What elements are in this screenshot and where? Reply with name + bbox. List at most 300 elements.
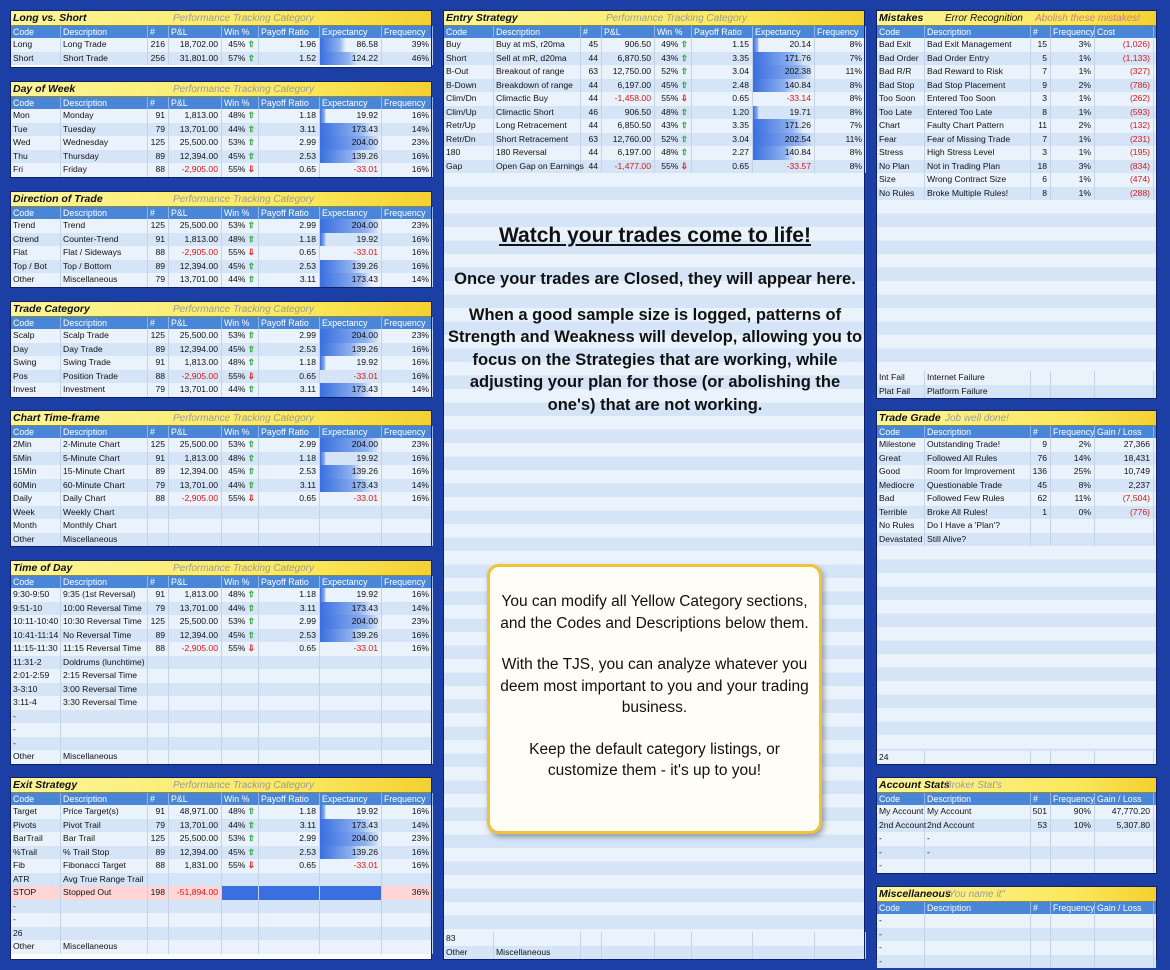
frequency-cell bbox=[1051, 846, 1095, 860]
up-arrow-icon: ⇧ bbox=[247, 39, 255, 49]
expectancy-cell: 204.00 bbox=[320, 329, 382, 343]
description-cell bbox=[61, 737, 148, 751]
value-cell bbox=[1095, 928, 1154, 942]
panel-title-bar[interactable] bbox=[11, 778, 431, 793]
win-rate-value: 44% bbox=[228, 819, 248, 830]
table-row[interactable] bbox=[877, 438, 1156, 452]
table-row[interactable] bbox=[444, 160, 864, 174]
frequency-cell: 16% bbox=[382, 343, 433, 357]
table-row[interactable] bbox=[877, 371, 1156, 385]
table-row[interactable] bbox=[11, 273, 431, 287]
up-arrow-icon: ⇧ bbox=[247, 137, 255, 147]
code-cell: Bad Exit bbox=[877, 38, 925, 52]
frequency-cell: 16% bbox=[382, 588, 433, 602]
table-row[interactable] bbox=[11, 383, 431, 397]
description-cell: Miscellaneous bbox=[61, 533, 148, 547]
frequency-cell bbox=[382, 927, 433, 941]
frequency-cell: 14% bbox=[382, 383, 433, 397]
value-cell: (593) bbox=[1095, 106, 1154, 120]
expectancy-cell: 19.92 bbox=[320, 233, 382, 247]
expectancy-cell: 173.43 bbox=[320, 273, 382, 287]
table-row[interactable] bbox=[11, 913, 431, 927]
win-rate-cell bbox=[655, 65, 692, 79]
up-arrow-icon: ⇧ bbox=[680, 120, 688, 130]
table-row[interactable] bbox=[877, 160, 1156, 174]
trade-grade-panel bbox=[876, 410, 1157, 765]
table-row[interactable] bbox=[11, 38, 431, 52]
frequency-cell bbox=[1051, 859, 1095, 873]
column-header-row bbox=[11, 793, 431, 805]
count-cell: 1 bbox=[1031, 506, 1051, 520]
pnl-cell bbox=[169, 927, 222, 941]
expectancy-cell: 202.54 bbox=[753, 133, 815, 147]
code-cell: Devastated bbox=[877, 533, 925, 547]
column-header: Expectancy bbox=[320, 26, 382, 38]
table-row[interactable] bbox=[11, 109, 431, 123]
panel-title-bar[interactable] bbox=[11, 11, 431, 26]
column-header: Frequency bbox=[382, 207, 433, 219]
up-arrow-icon: ⇧ bbox=[247, 806, 255, 816]
empty-cell bbox=[692, 946, 753, 960]
table-row[interactable] bbox=[11, 136, 431, 150]
panel-title-bar[interactable] bbox=[11, 411, 431, 426]
table-row[interactable] bbox=[11, 233, 431, 247]
description-cell: Followed Few Rules bbox=[925, 492, 1031, 506]
table-row[interactable] bbox=[877, 452, 1156, 466]
table-row[interactable] bbox=[11, 602, 431, 616]
pnl-cell: 13,701.00 bbox=[169, 273, 222, 287]
code-cell: Thu bbox=[11, 150, 61, 164]
count-cell bbox=[1031, 519, 1051, 533]
column-header-row bbox=[11, 207, 431, 219]
table-row[interactable] bbox=[11, 819, 431, 833]
description-cell: Swing Trade bbox=[61, 356, 148, 370]
code-cell: No Rules bbox=[877, 519, 925, 533]
frequency-cell: 8% bbox=[815, 92, 866, 106]
empty-cell bbox=[602, 946, 655, 960]
description-cell: 3:00 Reversal Time bbox=[61, 683, 148, 697]
expectancy-cell bbox=[320, 533, 382, 547]
table-row[interactable] bbox=[11, 886, 431, 900]
win-rate-cell bbox=[655, 79, 692, 93]
win-rate-cell bbox=[222, 710, 259, 724]
count-cell: 45 bbox=[581, 38, 602, 52]
panel-title: Miscellaneous bbox=[879, 888, 951, 900]
table-row[interactable] bbox=[11, 219, 431, 233]
table-row[interactable] bbox=[877, 955, 1156, 969]
up-arrow-icon: ⇧ bbox=[247, 330, 255, 340]
table-row[interactable] bbox=[877, 79, 1156, 93]
table-row[interactable] bbox=[11, 163, 431, 177]
payoff-ratio-cell: 2.53 bbox=[259, 465, 320, 479]
down-arrow-icon: ⇩ bbox=[680, 160, 688, 171]
table-row[interactable] bbox=[877, 92, 1156, 106]
table-row[interactable] bbox=[11, 492, 431, 506]
table-row[interactable] bbox=[11, 615, 431, 629]
code-cell: Gap bbox=[444, 160, 494, 174]
column-header: Payoff Ratio bbox=[692, 26, 753, 38]
frequency-cell: 1% bbox=[1051, 52, 1095, 66]
table-row[interactable] bbox=[11, 465, 431, 479]
win-rate-value: 48% bbox=[228, 806, 248, 816]
description-cell: Still Alive? bbox=[925, 533, 1031, 547]
value-cell bbox=[1095, 846, 1154, 860]
table-row[interactable] bbox=[444, 92, 864, 106]
down-arrow-icon: ⇩ bbox=[247, 370, 255, 381]
code-cell: Size bbox=[877, 173, 925, 187]
up-arrow-icon: ⇧ bbox=[680, 66, 688, 76]
code-cell: Clim/Dn bbox=[444, 92, 494, 106]
pnl-cell: 13,701.00 bbox=[169, 479, 222, 493]
win-rate-cell bbox=[222, 260, 259, 274]
win-rate-cell bbox=[222, 588, 259, 602]
column-header: # bbox=[1031, 793, 1051, 805]
table-row[interactable] bbox=[11, 150, 431, 164]
table-row[interactable] bbox=[11, 438, 431, 452]
count-cell: 91 bbox=[148, 356, 169, 370]
description-cell: Top / Bottom bbox=[61, 260, 148, 274]
description-cell: Faulty Chart Pattern bbox=[925, 119, 1031, 133]
column-header: Payoff Ratio bbox=[259, 26, 320, 38]
table-row[interactable] bbox=[877, 133, 1156, 147]
table-row[interactable] bbox=[11, 356, 431, 370]
pnl-cell: 1,813.00 bbox=[169, 356, 222, 370]
win-rate-cell bbox=[222, 246, 259, 260]
up-arrow-icon: ⇧ bbox=[247, 220, 255, 230]
description-cell: Fibonacci Target bbox=[61, 859, 148, 873]
expectancy-cell: 139.26 bbox=[320, 465, 382, 479]
code-cell: Fib bbox=[11, 859, 61, 873]
table-row[interactable] bbox=[877, 38, 1156, 52]
payoff-ratio-cell: 2.27 bbox=[692, 146, 753, 160]
panel-title-bar[interactable] bbox=[11, 192, 431, 207]
table-row[interactable] bbox=[877, 859, 1156, 873]
table-row[interactable] bbox=[11, 343, 431, 357]
code-cell: 2:01-2:59 bbox=[11, 669, 61, 683]
table-row[interactable] bbox=[444, 106, 864, 120]
table-row[interactable] bbox=[11, 696, 431, 710]
code-cell: Wed bbox=[11, 136, 61, 150]
frequency-cell bbox=[382, 519, 433, 533]
pnl-cell: -2,905.00 bbox=[169, 163, 222, 177]
code-cell: Other bbox=[11, 940, 61, 954]
pnl-cell: 25,500.00 bbox=[169, 219, 222, 233]
column-header: Payoff Ratio bbox=[259, 207, 320, 219]
panel-tag: Error Recognition bbox=[945, 12, 1023, 24]
table-row[interactable] bbox=[877, 65, 1156, 79]
empty-cell bbox=[1095, 751, 1154, 765]
expectancy-cell bbox=[320, 683, 382, 697]
table-row[interactable] bbox=[877, 941, 1156, 955]
code-cell: - bbox=[11, 737, 61, 751]
code-cell: Short bbox=[444, 52, 494, 66]
table-row[interactable] bbox=[11, 533, 431, 547]
win-rate-cell bbox=[222, 913, 259, 927]
table-row[interactable] bbox=[11, 629, 431, 643]
table-row[interactable] bbox=[877, 819, 1156, 833]
count-cell: 6 bbox=[1031, 173, 1051, 187]
frequency-cell: 16% bbox=[382, 629, 433, 643]
panel-title-bar[interactable] bbox=[11, 302, 431, 317]
win-rate-value: 52% bbox=[661, 133, 681, 144]
code-cell: - bbox=[877, 955, 925, 969]
table-row[interactable] bbox=[877, 492, 1156, 506]
up-arrow-icon: ⇧ bbox=[247, 589, 255, 599]
count-cell: 18 bbox=[1031, 160, 1051, 174]
win-rate-value: 49% bbox=[661, 39, 681, 49]
table-row[interactable] bbox=[877, 385, 1156, 399]
column-header: Win % bbox=[222, 576, 259, 588]
frequency-cell: 1% bbox=[1051, 92, 1095, 106]
table-row[interactable] bbox=[11, 479, 431, 493]
payoff-ratio-cell bbox=[259, 913, 320, 927]
win-rate-value: 44% bbox=[228, 479, 248, 490]
code-cell: No Rules bbox=[877, 187, 925, 201]
description-cell: Breakout of range bbox=[494, 65, 581, 79]
column-header: Expectancy bbox=[320, 317, 382, 329]
value-cell: (231) bbox=[1095, 133, 1154, 147]
win-rate-cell bbox=[222, 150, 259, 164]
payoff-ratio-cell: 0.65 bbox=[692, 160, 753, 174]
table-row[interactable] bbox=[11, 873, 431, 887]
table-row[interactable] bbox=[11, 805, 431, 819]
column-header: P&L bbox=[169, 97, 222, 109]
up-arrow-icon: ⇧ bbox=[247, 233, 255, 244]
table-row[interactable] bbox=[11, 656, 431, 670]
description-cell bbox=[925, 859, 1031, 873]
win-rate-value: 43% bbox=[661, 52, 681, 63]
up-arrow-icon: ⇧ bbox=[247, 357, 255, 367]
table-row[interactable] bbox=[877, 187, 1156, 201]
table-row[interactable] bbox=[877, 173, 1156, 187]
day-of-week-panel bbox=[10, 81, 432, 178]
down-arrow-icon: ⇩ bbox=[247, 493, 255, 503]
description-cell: Not in Trading Plan bbox=[925, 160, 1031, 174]
frequency-cell: 14% bbox=[1051, 452, 1095, 466]
table-row[interactable] bbox=[11, 519, 431, 533]
column-header: Payoff Ratio bbox=[259, 317, 320, 329]
table-row[interactable] bbox=[11, 329, 431, 343]
win-rate-value: 55% bbox=[661, 93, 681, 103]
pnl-cell: -2,905.00 bbox=[169, 370, 222, 384]
description-cell: Broke All Rules! bbox=[925, 506, 1031, 520]
value-cell: (7,504) bbox=[1095, 492, 1154, 506]
payoff-ratio-cell: 0.65 bbox=[259, 642, 320, 656]
count-cell: 136 bbox=[1031, 465, 1051, 479]
win-rate-cell bbox=[222, 737, 259, 751]
table-row[interactable] bbox=[11, 588, 431, 602]
table-row[interactable] bbox=[11, 940, 431, 954]
table-row[interactable] bbox=[11, 723, 431, 737]
exit-strategy-panel bbox=[10, 777, 432, 960]
panel-title: Trade Category bbox=[13, 303, 90, 315]
table-row[interactable] bbox=[877, 533, 1156, 547]
code-cell: B-Out bbox=[444, 65, 494, 79]
panel-subtitle: Performance Tracking Category bbox=[173, 412, 314, 424]
table-body bbox=[11, 588, 431, 764]
column-header: # bbox=[148, 26, 169, 38]
down-arrow-icon: ⇩ bbox=[247, 860, 255, 870]
table-row[interactable] bbox=[444, 932, 864, 946]
table-row[interactable] bbox=[444, 119, 864, 133]
table-row[interactable] bbox=[877, 751, 1156, 765]
payoff-ratio-cell: 0.65 bbox=[259, 370, 320, 384]
table-row[interactable] bbox=[11, 260, 431, 274]
code-cell: Good bbox=[877, 465, 925, 479]
table-row[interactable] bbox=[877, 119, 1156, 133]
table-row[interactable] bbox=[444, 79, 864, 93]
frequency-cell: 8% bbox=[815, 160, 866, 174]
expectancy-cell: 19.71 bbox=[753, 106, 815, 120]
panel-title-bar[interactable] bbox=[877, 778, 1156, 793]
code-cell: Flat bbox=[11, 246, 61, 260]
long-short-panel bbox=[10, 10, 432, 68]
pnl-cell: -2,905.00 bbox=[169, 492, 222, 506]
panel-title-bar[interactable] bbox=[877, 411, 1156, 426]
table-row[interactable] bbox=[877, 805, 1156, 819]
code-cell: Stress bbox=[877, 146, 925, 160]
value-cell bbox=[1095, 914, 1154, 928]
frequency-cell bbox=[382, 696, 433, 710]
table-row[interactable] bbox=[11, 927, 431, 941]
column-header: Expectancy bbox=[753, 26, 815, 38]
code-cell: 9:30-9:50 bbox=[11, 588, 61, 602]
table-row[interactable] bbox=[444, 38, 864, 52]
payoff-ratio-cell bbox=[259, 723, 320, 737]
payoff-ratio-cell: 1.52 bbox=[259, 52, 320, 66]
payoff-ratio-cell: 1.18 bbox=[259, 356, 320, 370]
win-rate-value: 55% bbox=[228, 493, 248, 503]
table-row[interactable] bbox=[877, 506, 1156, 520]
frequency-cell bbox=[1051, 928, 1095, 942]
value-cell: (195) bbox=[1095, 146, 1154, 160]
win-rate-value: 53% bbox=[228, 330, 248, 340]
code-cell: - bbox=[877, 846, 925, 860]
table-row[interactable] bbox=[11, 123, 431, 137]
payoff-ratio-cell: 3.11 bbox=[259, 383, 320, 397]
table-row[interactable] bbox=[444, 52, 864, 66]
table-row[interactable] bbox=[877, 928, 1156, 942]
panel-title-bar[interactable] bbox=[444, 11, 864, 26]
column-header: # bbox=[1031, 26, 1051, 38]
empty-cell bbox=[581, 946, 602, 960]
description-cell: Counter-Trend bbox=[61, 233, 148, 247]
win-rate-value: 55% bbox=[228, 643, 248, 653]
table-row[interactable] bbox=[11, 669, 431, 683]
column-header: Code bbox=[11, 207, 61, 219]
description-cell: Entered Too Late bbox=[925, 106, 1031, 120]
frequency-cell bbox=[382, 913, 433, 927]
table-row[interactable] bbox=[11, 832, 431, 846]
panel-title-bar[interactable] bbox=[877, 887, 1156, 902]
table-row[interactable] bbox=[444, 146, 864, 160]
payoff-ratio-cell: 1.18 bbox=[259, 805, 320, 819]
table-row[interactable] bbox=[11, 52, 431, 66]
column-header: Win % bbox=[222, 26, 259, 38]
table-row[interactable] bbox=[11, 737, 431, 751]
win-rate-cell bbox=[222, 629, 259, 643]
code-cell: BarTrail bbox=[11, 832, 61, 846]
count-cell: 44 bbox=[581, 160, 602, 174]
column-header: Gain / Loss bbox=[1095, 793, 1154, 805]
payoff-ratio-cell: 2.99 bbox=[259, 615, 320, 629]
table-row[interactable] bbox=[877, 519, 1156, 533]
frequency-cell: 23% bbox=[382, 329, 433, 343]
table-row[interactable] bbox=[11, 506, 431, 520]
column-header: Description bbox=[925, 793, 1031, 805]
table-row[interactable] bbox=[877, 846, 1156, 860]
count-cell bbox=[1031, 941, 1051, 955]
panel-title: Direction of Trade bbox=[13, 193, 103, 205]
table-row[interactable] bbox=[877, 106, 1156, 120]
frequency-cell: 16% bbox=[382, 150, 433, 164]
win-rate-cell bbox=[222, 233, 259, 247]
panel-title-bar[interactable] bbox=[11, 561, 431, 576]
table-row[interactable] bbox=[11, 246, 431, 260]
table-row[interactable] bbox=[11, 710, 431, 724]
win-rate-value: 45% bbox=[228, 150, 248, 161]
code-cell: Int Fail bbox=[877, 371, 925, 385]
empty-cell bbox=[815, 932, 866, 946]
code-cell: 180 bbox=[444, 146, 494, 160]
table-row[interactable] bbox=[11, 642, 431, 656]
table-row[interactable] bbox=[877, 914, 1156, 928]
expectancy-cell: 139.26 bbox=[320, 629, 382, 643]
table-row[interactable] bbox=[11, 452, 431, 466]
expectancy-cell: -33.57 bbox=[753, 160, 815, 174]
table-row[interactable] bbox=[877, 479, 1156, 493]
column-header: Description bbox=[925, 902, 1031, 914]
table-row[interactable] bbox=[11, 683, 431, 697]
table-row[interactable] bbox=[444, 946, 864, 960]
table-row[interactable] bbox=[444, 65, 864, 79]
table-row[interactable] bbox=[11, 900, 431, 914]
pnl-cell: -1,477.00 bbox=[602, 160, 655, 174]
win-rate-cell bbox=[222, 669, 259, 683]
payoff-ratio-cell: 2.53 bbox=[259, 150, 320, 164]
description-cell: 3:30 Reversal Time bbox=[61, 696, 148, 710]
count-cell: 91 bbox=[148, 109, 169, 123]
description-cell: Avg True Range Trail bbox=[61, 873, 148, 887]
count-cell: 79 bbox=[148, 273, 169, 287]
win-rate-cell bbox=[222, 438, 259, 452]
table-row[interactable] bbox=[11, 370, 431, 384]
table-footer bbox=[877, 371, 1156, 398]
table-row[interactable] bbox=[11, 859, 431, 873]
panel-title-bar[interactable] bbox=[11, 82, 431, 97]
pnl-cell: -51,894.00 bbox=[169, 886, 222, 900]
table-row[interactable] bbox=[877, 52, 1156, 66]
column-header: Description bbox=[61, 97, 148, 109]
table-row[interactable] bbox=[877, 465, 1156, 479]
count-cell: 88 bbox=[148, 246, 169, 260]
panel-title-bar[interactable] bbox=[877, 11, 1156, 26]
up-arrow-icon: ⇧ bbox=[247, 833, 255, 843]
code-cell: Clim/Up bbox=[444, 106, 494, 120]
panel-title: Exit Strategy bbox=[13, 779, 78, 791]
column-header: # bbox=[581, 26, 602, 38]
table-row[interactable] bbox=[11, 846, 431, 860]
description-cell: Weekly Chart bbox=[61, 506, 148, 520]
pnl-cell: 12,394.00 bbox=[169, 343, 222, 357]
table-row[interactable] bbox=[11, 750, 431, 764]
table-row[interactable] bbox=[877, 832, 1156, 846]
code-cell: My Account bbox=[877, 805, 925, 819]
frequency-cell bbox=[1051, 914, 1095, 928]
table-row[interactable] bbox=[444, 133, 864, 147]
win-rate-cell bbox=[655, 106, 692, 120]
table-row[interactable] bbox=[877, 146, 1156, 160]
